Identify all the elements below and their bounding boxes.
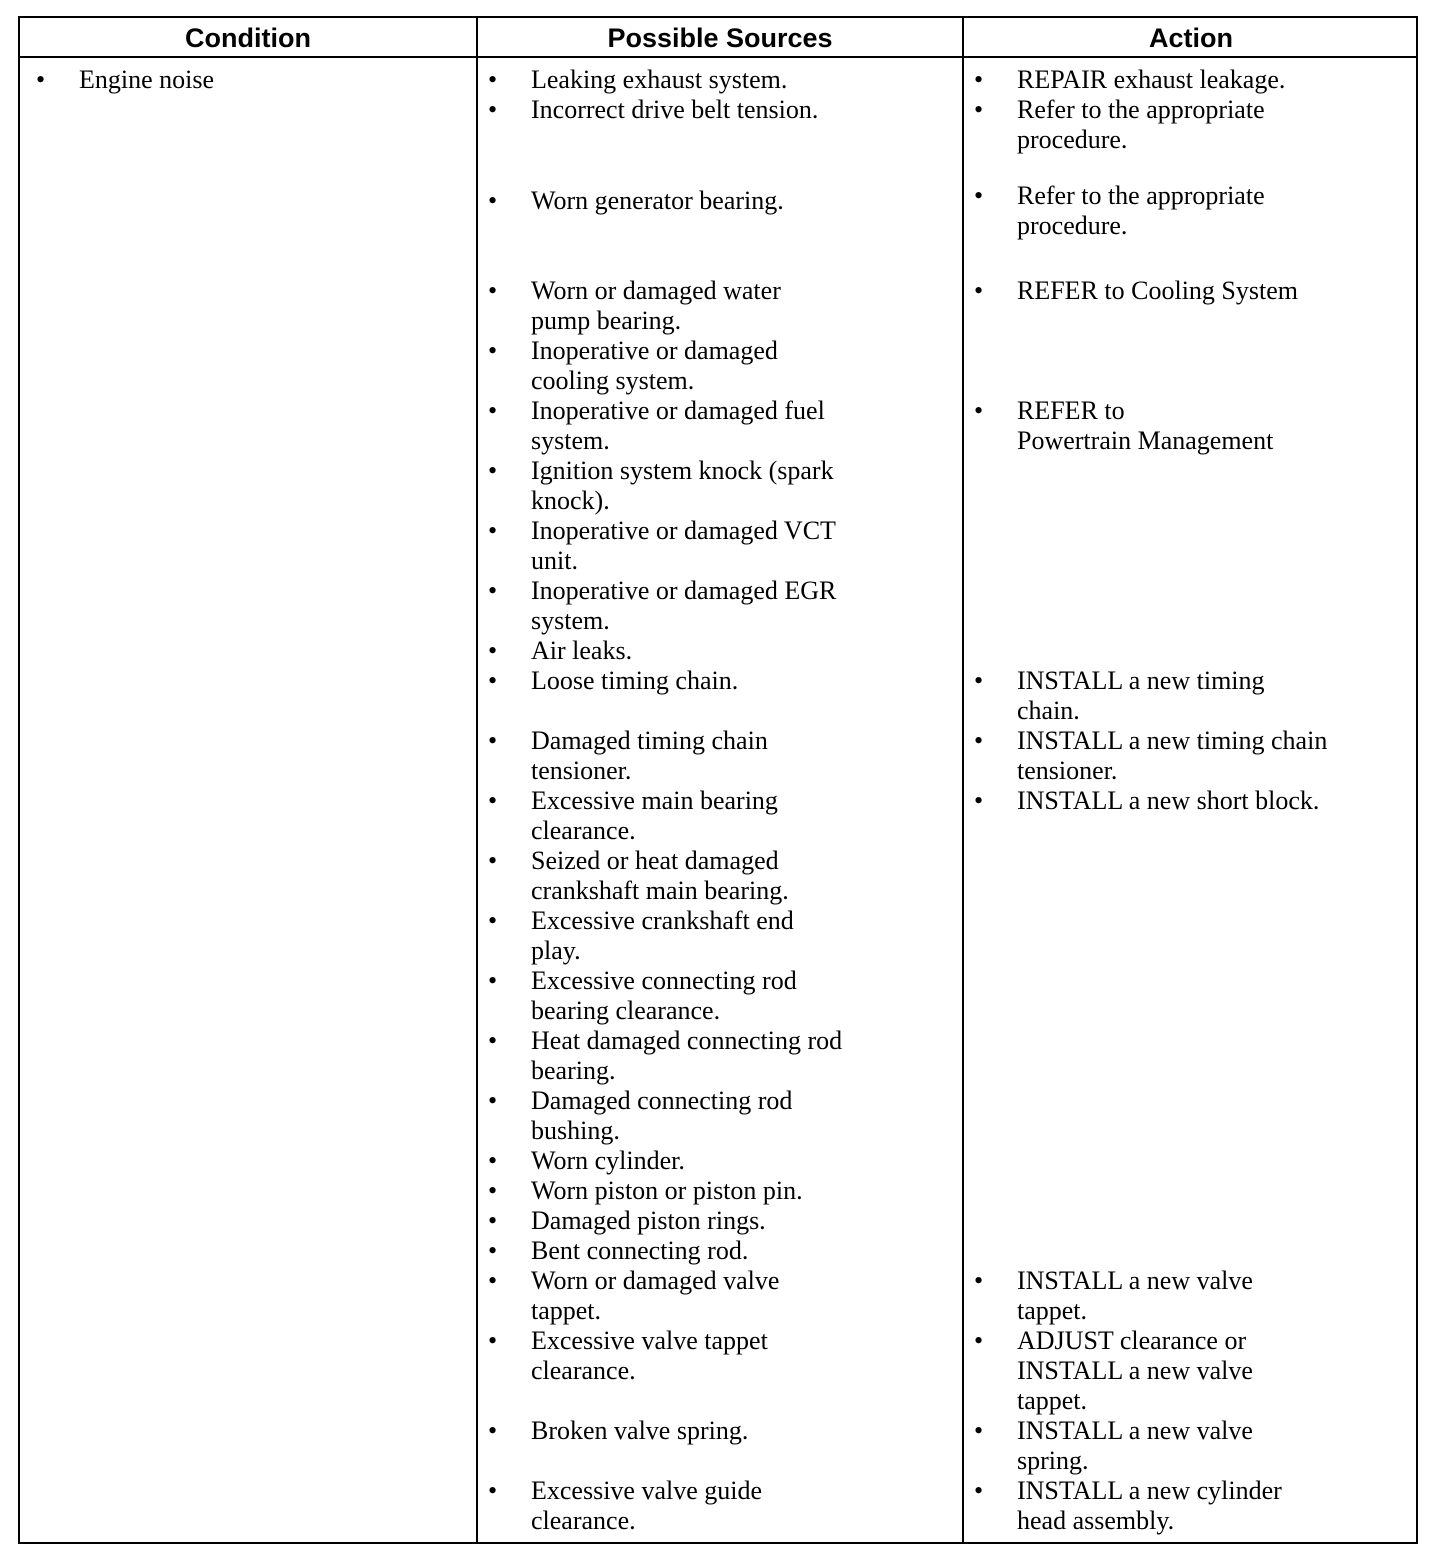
bullet-icon: •	[974, 1416, 984, 1445]
source-item-text	[531, 1026, 842, 1086]
text-line: system.	[531, 426, 610, 455]
text-line: REFER to Cooling System	[1017, 276, 1298, 305]
text-line: Refer to the appropriate	[1017, 181, 1265, 210]
action-item-text	[1017, 1326, 1253, 1416]
troubleshooting-table	[18, 16, 1418, 1544]
text-line: tappet.	[531, 1296, 602, 1325]
text-line: Ignition system knock (spark	[531, 456, 834, 485]
text-line: Refer to the appropriate	[1017, 95, 1265, 124]
action-item-text	[1017, 65, 1285, 95]
bullet-icon: •	[488, 636, 498, 665]
source-item-text	[531, 276, 781, 336]
source-item-text	[531, 1206, 766, 1236]
text-line: Inoperative or damaged VCT	[531, 516, 836, 545]
action-item-text	[1017, 1416, 1253, 1476]
source-item-text	[531, 846, 789, 906]
bullet-icon: •	[974, 1266, 984, 1295]
text-line: play.	[531, 936, 581, 965]
text-line: pump bearing.	[531, 306, 682, 335]
text-line: Broken valve spring.	[531, 1416, 749, 1445]
bullet-icon: •	[488, 1026, 498, 1055]
text-line: clearance.	[531, 1506, 636, 1535]
text-line: Worn or damaged valve	[531, 1266, 780, 1295]
bullet-icon: •	[488, 576, 498, 605]
text-line: procedure.	[1017, 211, 1128, 240]
bullet-icon: •	[488, 456, 498, 485]
source-item-text	[531, 666, 738, 696]
text-line: tappet.	[1017, 1296, 1088, 1325]
text-line: Damaged timing chain	[531, 726, 768, 755]
bullet-icon: •	[974, 65, 984, 94]
column-divider	[476, 18, 478, 1542]
action-item-text	[1017, 666, 1265, 726]
header-condition: Condition	[185, 22, 311, 53]
text-line: INSTALL a new short block.	[1017, 786, 1320, 815]
text-line: tappet.	[1017, 1386, 1088, 1415]
action-item-text	[1017, 786, 1319, 816]
source-item-text	[531, 786, 778, 846]
text-line: spring.	[1017, 1446, 1089, 1475]
bullet-icon: •	[488, 276, 498, 305]
action-item-text	[1017, 276, 1298, 306]
text-line: crankshaft main bearing.	[531, 876, 789, 905]
text-line: Excessive connecting rod	[531, 966, 797, 995]
text-line: Damaged connecting rod	[531, 1086, 793, 1115]
source-item-text	[531, 456, 834, 516]
source-item-text	[531, 1236, 748, 1266]
text-line: clearance.	[531, 1356, 636, 1385]
action-item-text	[1017, 1476, 1282, 1536]
text-line: Worn generator bearing.	[531, 186, 784, 215]
bullet-icon: •	[488, 1176, 498, 1205]
text-line: Loose timing chain.	[531, 666, 739, 695]
bullet-icon: •	[974, 726, 984, 755]
text-line: unit.	[531, 546, 578, 575]
text-line: Worn piston or piston pin.	[531, 1176, 803, 1205]
condition-text: Engine noise	[79, 65, 215, 94]
text-line: Leaking exhaust system.	[531, 65, 788, 94]
bullet-icon: •	[488, 1416, 498, 1445]
bullet-icon: •	[974, 786, 984, 815]
text-line: INSTALL a new timing	[1017, 666, 1265, 695]
text-line: Inoperative or damaged fuel	[531, 396, 825, 425]
text-line: INSTALL a new cylinder	[1017, 1476, 1282, 1505]
bullet-icon: •	[488, 95, 498, 124]
text-line: clearance.	[531, 816, 636, 845]
header-possible-sources: Possible Sources	[607, 22, 833, 53]
text-line: Excessive crankshaft end	[531, 906, 794, 935]
source-item-text	[531, 516, 836, 576]
bullet-icon: •	[488, 1236, 498, 1265]
bullet-icon: •	[488, 1476, 498, 1505]
bullet-icon: •	[488, 966, 498, 995]
bullet-icon: •	[488, 396, 498, 425]
source-item-text	[531, 1146, 685, 1176]
text-line: Worn cylinder.	[531, 1146, 685, 1175]
action-item-text	[1017, 95, 1265, 155]
bullet-icon: •	[488, 186, 498, 215]
text-line: INSTALL a new valve	[1017, 1416, 1253, 1445]
text-line: Heat damaged connecting rod	[531, 1026, 843, 1055]
source-item-text	[531, 576, 836, 636]
action-item-text	[1017, 181, 1265, 241]
source-item-text	[531, 1476, 762, 1536]
header-action: Action	[1149, 22, 1233, 53]
bullet-icon: •	[488, 846, 498, 875]
bullet-icon: •	[488, 516, 498, 545]
bullet-icon: •	[488, 1206, 498, 1235]
text-line: tensioner.	[531, 756, 632, 785]
source-item-text	[531, 726, 768, 786]
source-item-text	[531, 396, 825, 456]
source-item-text	[531, 1416, 748, 1446]
column-divider	[962, 18, 964, 1542]
bullet-icon: •	[488, 666, 498, 695]
text-line: bearing.	[531, 1056, 616, 1085]
source-item-text	[531, 1176, 803, 1206]
bullet-icon: •	[488, 1146, 498, 1175]
source-item-text	[531, 1326, 768, 1386]
bullet-icon: •	[974, 396, 984, 425]
source-item-text	[531, 336, 778, 396]
bullet-icon: •	[488, 65, 498, 94]
source-item-text	[531, 1266, 779, 1326]
text-line: Excessive valve tappet	[531, 1326, 768, 1355]
text-line: head assembly.	[1017, 1506, 1175, 1535]
text-line: INSTALL a new valve	[1017, 1266, 1253, 1295]
bullet-icon: •	[974, 181, 984, 210]
bullet-icon: •	[36, 65, 46, 94]
source-item-text	[531, 636, 632, 666]
text-line: procedure.	[1017, 125, 1128, 154]
source-item-text	[531, 1086, 792, 1146]
source-item-text	[531, 65, 787, 95]
bullet-icon: •	[974, 1326, 984, 1355]
bullet-icon: •	[974, 276, 984, 305]
bullet-icon: •	[974, 1476, 984, 1505]
text-line: bushing.	[531, 1116, 620, 1145]
action-item-text	[1017, 1266, 1253, 1326]
text-line: chain.	[1017, 696, 1080, 725]
text-line: knock).	[531, 486, 610, 515]
bullet-icon: •	[974, 95, 984, 124]
bullet-icon: •	[488, 1266, 498, 1295]
text-line: cooling system.	[531, 366, 695, 395]
source-item-text	[531, 966, 797, 1026]
text-line: INSTALL a new timing chain	[1017, 726, 1328, 755]
bullet-icon: •	[488, 906, 498, 935]
bullet-icon: •	[488, 336, 498, 365]
bullet-icon: •	[488, 786, 498, 815]
text-line: Inoperative or damaged EGR	[531, 576, 837, 605]
bullet-icon: •	[488, 1326, 498, 1355]
text-line: Damaged piston rings.	[531, 1206, 766, 1235]
text-line: Powertrain Management	[1017, 426, 1274, 455]
text-line: REFER to	[1017, 396, 1125, 425]
text-line: INSTALL a new valve	[1017, 1356, 1253, 1385]
text-line: Excessive main bearing	[531, 786, 778, 815]
text-line: Seized or heat damaged	[531, 846, 779, 875]
text-line: Inoperative or damaged	[531, 336, 778, 365]
text-line: Air leaks.	[531, 636, 633, 665]
text-line: ADJUST clearance or	[1017, 1326, 1247, 1355]
source-item-text	[531, 186, 784, 216]
source-item-text	[531, 906, 794, 966]
action-item-text	[1017, 726, 1327, 786]
text-line: REPAIR exhaust leakage.	[1017, 65, 1286, 94]
action-item-text	[1017, 396, 1273, 456]
bullet-icon: •	[488, 1086, 498, 1115]
text-line: tensioner.	[1017, 756, 1118, 785]
text-line: Excessive valve guide	[531, 1476, 763, 1505]
text-line: bearing clearance.	[531, 996, 721, 1025]
text-line: Bent connecting rod.	[531, 1236, 749, 1265]
text-line: system.	[531, 606, 610, 635]
bullet-icon: •	[488, 726, 498, 755]
text-line: Incorrect drive belt tension.	[531, 95, 819, 124]
bullet-icon: •	[974, 666, 984, 695]
text-line: Worn or damaged water	[531, 276, 781, 305]
source-item-text	[531, 95, 818, 125]
